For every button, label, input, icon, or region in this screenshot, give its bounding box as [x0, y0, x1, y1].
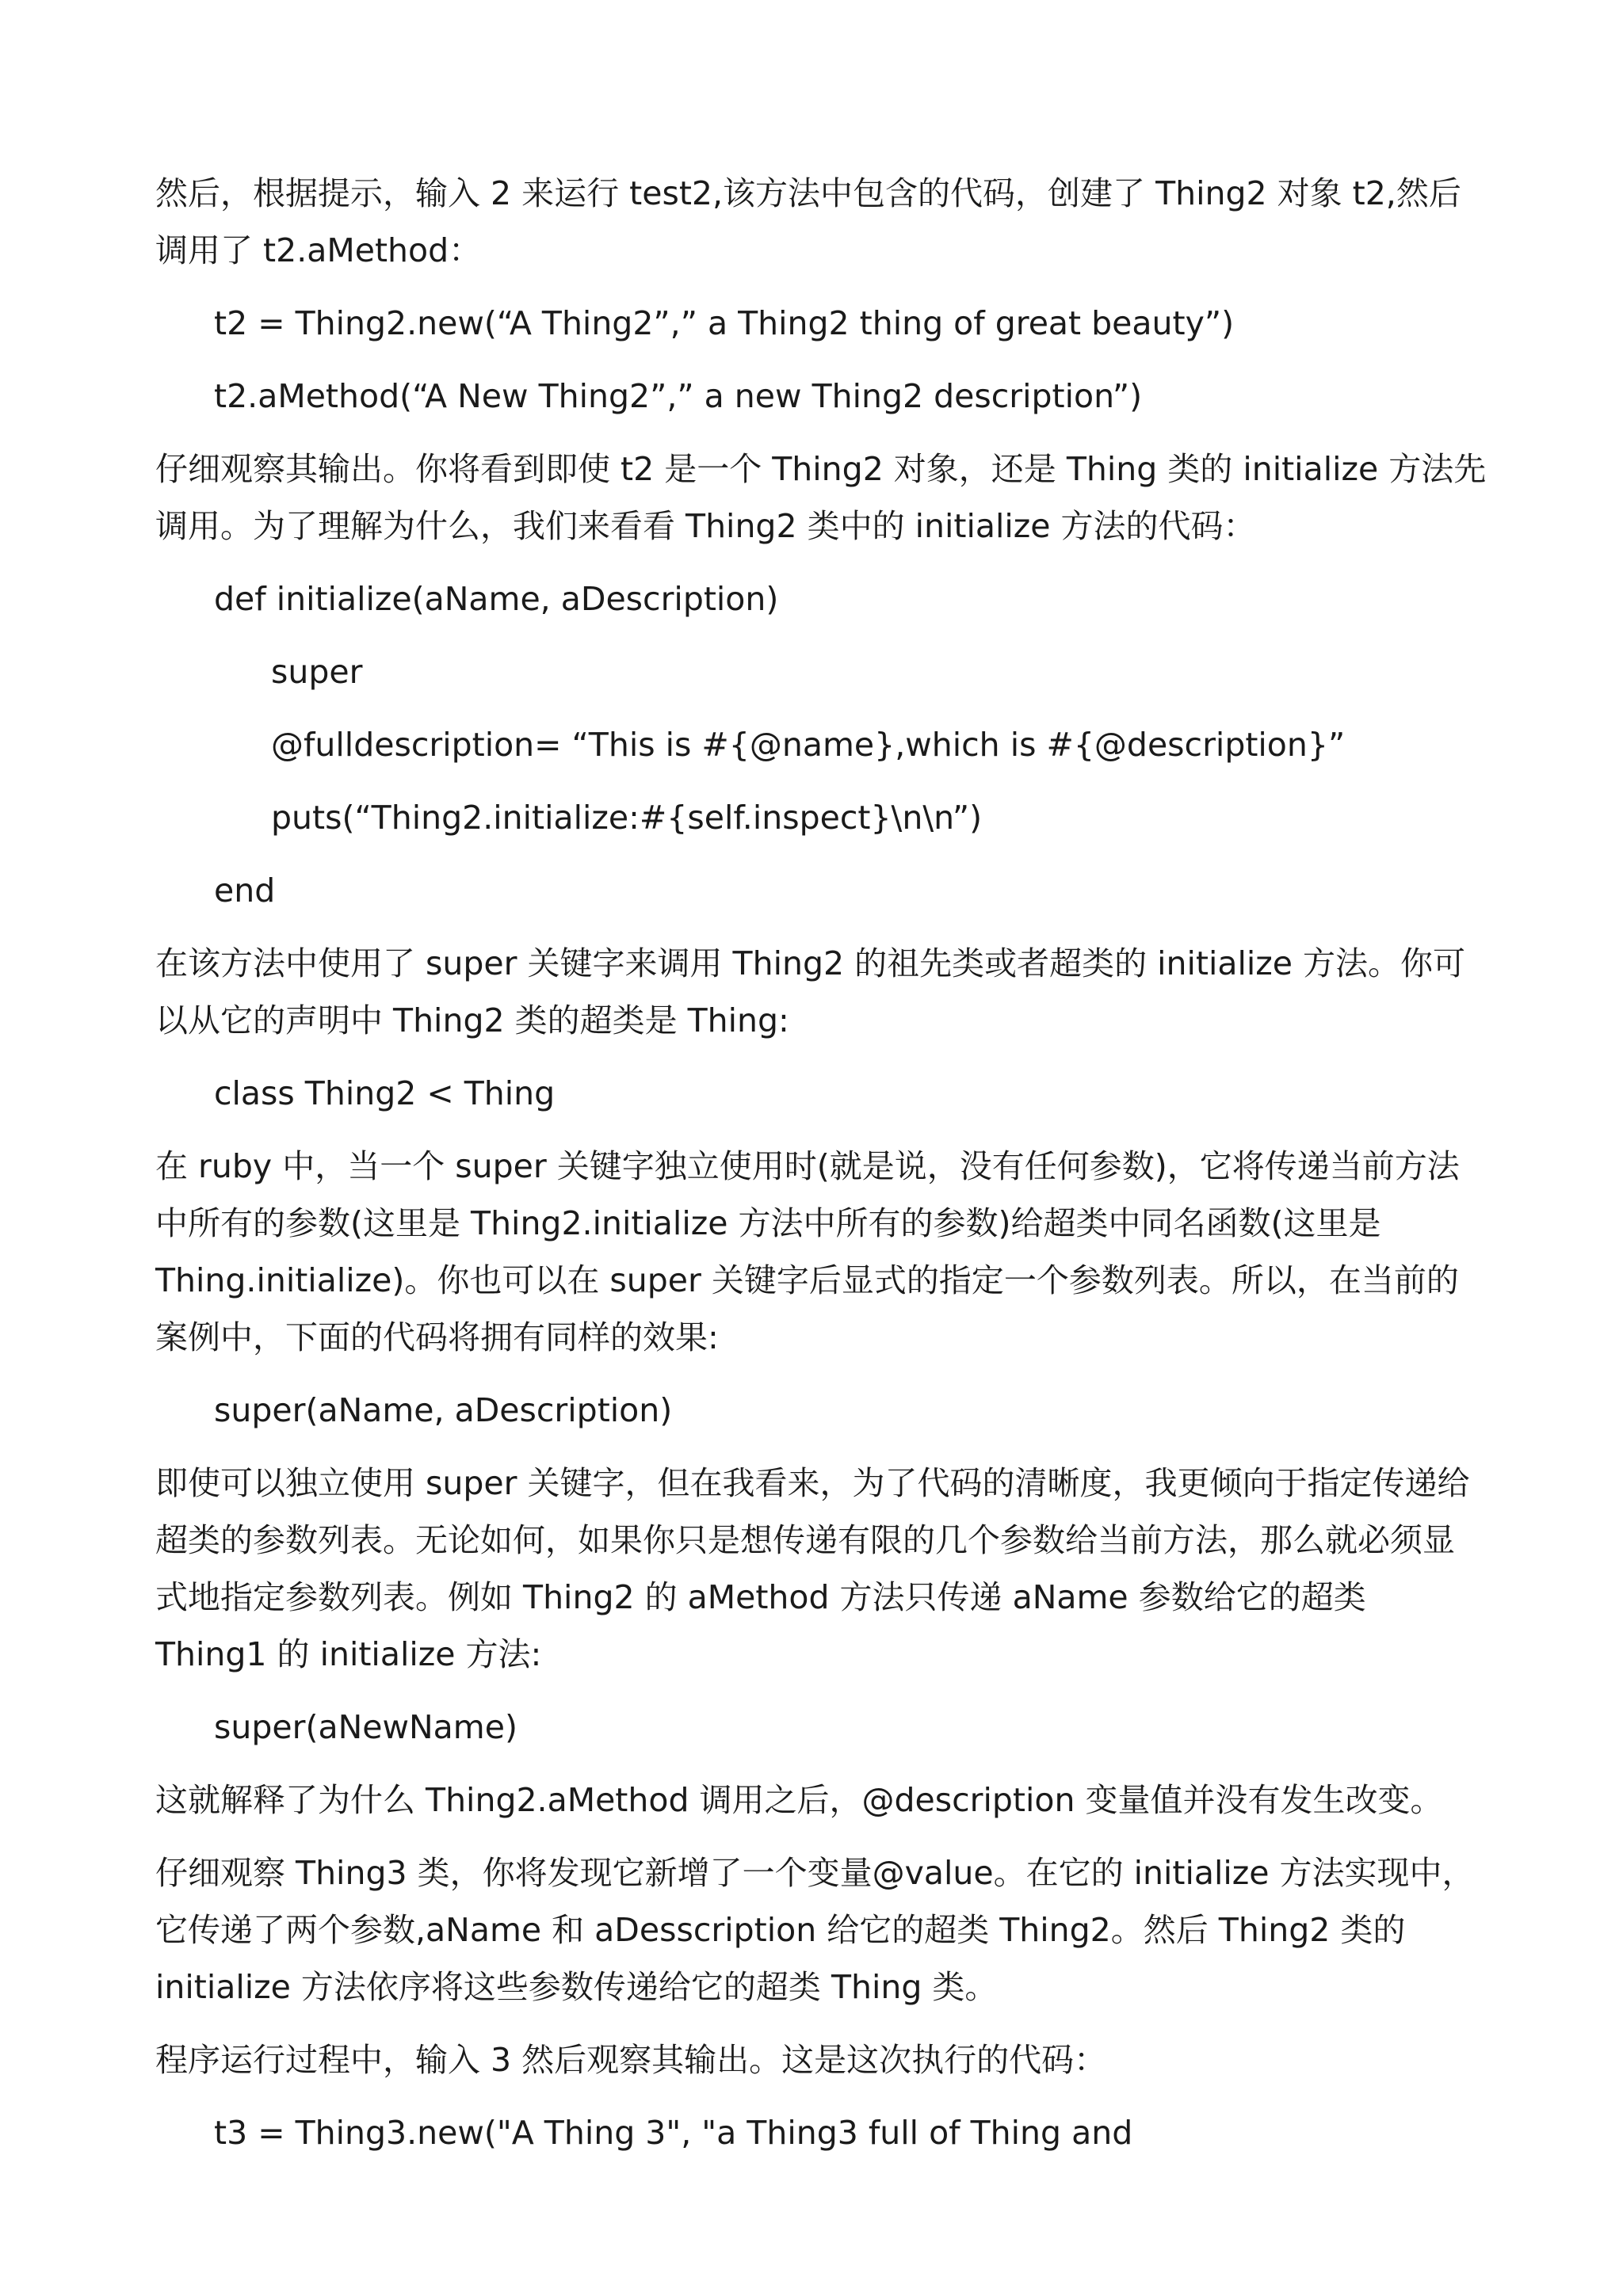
code-line-super: super — [271, 653, 363, 691]
paragraph-explains: 这就解释了为什么 Thing2.aMethod 调用之后，@description 变量值并没有发生改变。 — [155, 1781, 1443, 1819]
paragraph-super-keyword: 在该方法中使用了 super 关键字来调用 Thing2 的祖先类或者超类的 initialize 方法。你可以从它的声明中 Thing2 类的超类是 Thing: — [155, 944, 1466, 1039]
code-line-super-anewname: super(aNewName) — [214, 1708, 517, 1746]
paragraph-run-test2: 然后，根据提示，输入 2 来运行 test2,该方法中包含的代码，创建了 Thing2 对象 t2,然后调用了 t2.aMethod： — [155, 174, 1461, 269]
paragraph-explicit-args: 即使可以独立使用 super 关键字，但在我看来，为了代码的清晰度，我更倾向于指定传递给超类的参数列表。无论如何，如果你只是想传递有限的几个参数给当前方法，那么就必须显式地指定参数列表。例如 Thing2 的 aMethod 方法只传递 aName 参数给它的超类 Thing1 的 initialize 方法: — [155, 1464, 1470, 1673]
code-line-def-initialize: def initialize(aName, aDescription) — [214, 580, 779, 618]
document-page — [155, 165, 1487, 2177]
code-line-t3-new: t3 = Thing3.new("A Thing 3", "a Thing3 full of Thing and — [214, 2114, 1133, 2152]
paragraph-observe-output: 仔细观察其输出。你将看到即使 t2 是一个 Thing2 对象，还是 Thing 类的 initialize 方法先调用。为了理解为什么，我们来看看 Thing2 类中的 initialize 方法的代码： — [155, 450, 1487, 545]
code-line-t2-amethod: t2.aMethod(“A New Thing2”,” a new Thing2 description”) — [214, 377, 1143, 415]
code-line-end: end — [214, 871, 276, 910]
code-line-fulldescription: @fulldescription= “This is #{@name},which is #{@description}” — [271, 726, 1346, 764]
paragraph-super-alone: 在 ruby 中，当一个 super 关键字独立使用时(就是说，没有任何参数)，它将传递当前方法中所有的参数(这里是 Thing2.initialize 方法中所有的参数)给超类中同名函数(这里是 Thing.initialize)。你也可以在 super 关键字后显式的指定一个参数列表。所以，在当前的案例中，下面的代码将拥有同样的效果: — [155, 1147, 1460, 1356]
paragraph-thing3: 仔细观察 Thing3 类，你将发现它新增了一个变量@value。在它的 initialize 方法实现中，它传递了两个参数,aName 和 aDesscription 给它的超类 Thing2。然后 Thing2 类的 initialize 方法依序将这些参数传递给它的超类 Thing 类。 — [155, 1854, 1475, 2006]
code-line-puts: puts(“Thing2.initialize:#{self.inspect}\n\n”) — [271, 799, 983, 837]
code-line-super-args: super(aName, aDescription) — [214, 1391, 673, 1429]
paragraph-run-3: 程序运行过程中，输入 3 然后观察其输出。这是这次执行的代码： — [155, 2041, 1107, 2079]
code-line-t2-new: t2 = Thing2.new(“A Thing2”,” a Thing2 thing of great beauty”) — [214, 304, 1235, 342]
code-line-class-thing2: class Thing2 < Thing — [214, 1074, 556, 1112]
